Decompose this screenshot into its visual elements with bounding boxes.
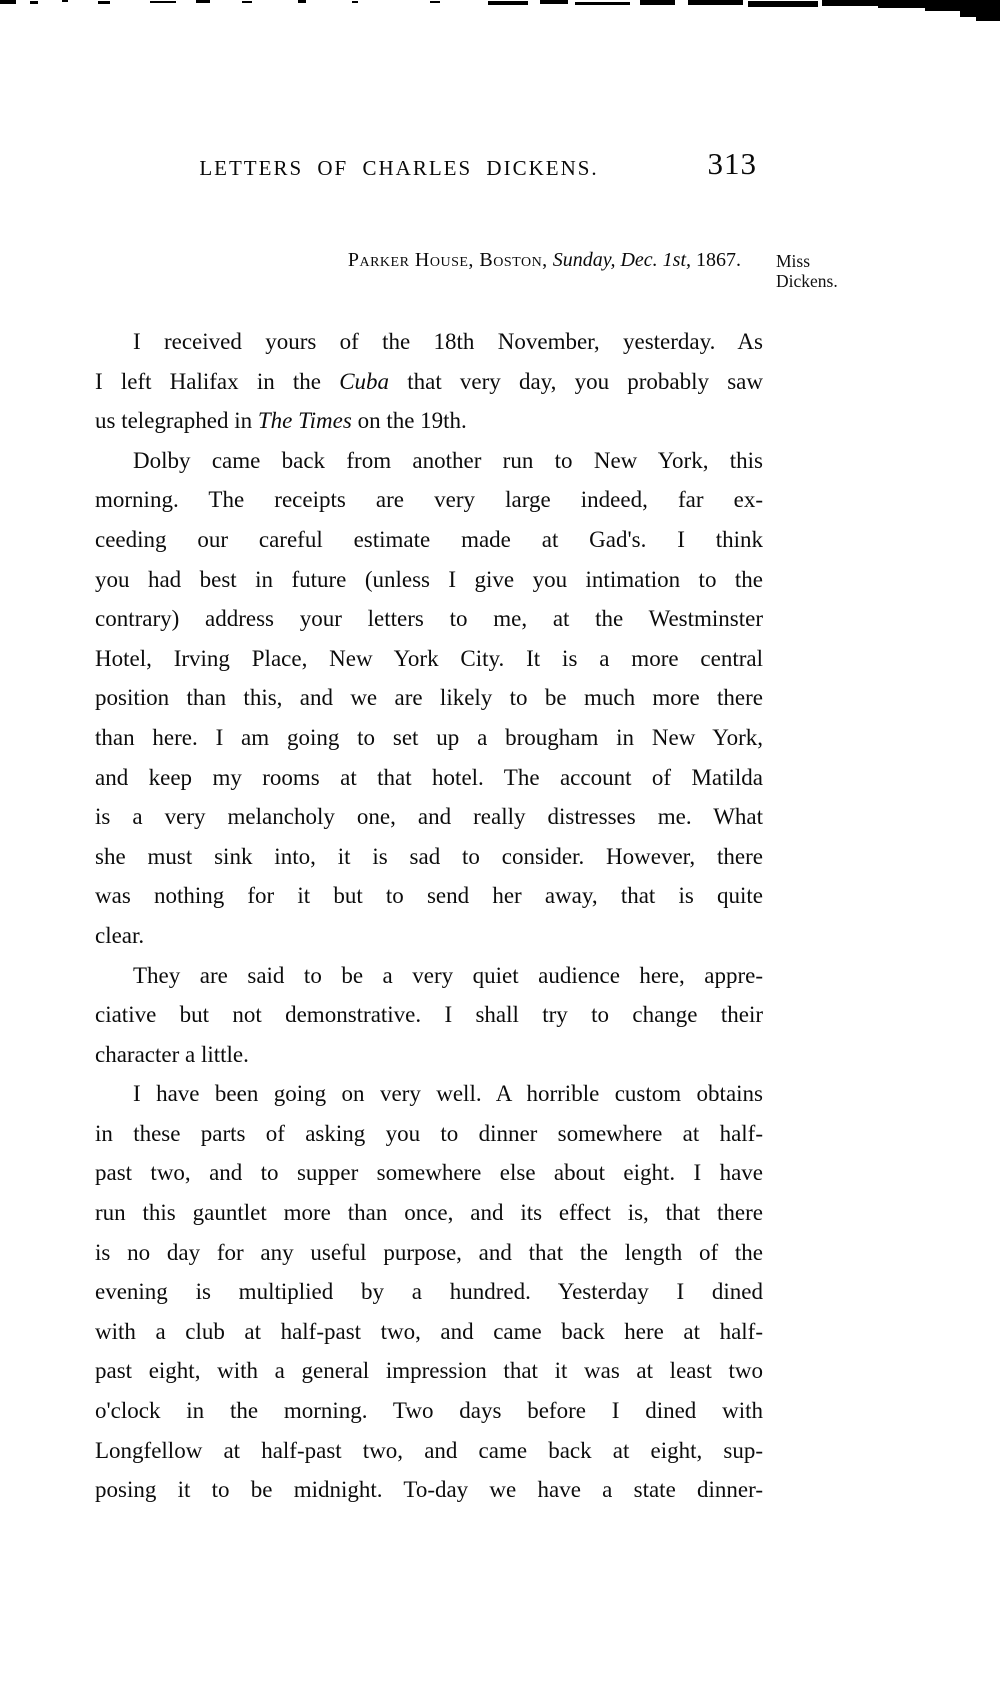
body-text: I have been going on very well. A horrible custom obtains [133, 1081, 763, 1107]
body-text: clear. [95, 922, 145, 948]
margin-note [776, 252, 956, 291]
body-text: morning. The receipts are very large indeed, far ex- [95, 487, 763, 513]
body-line [95, 1391, 763, 1431]
letter-dateline [95, 249, 763, 272]
body-text: evening is multiplied by a hundred. Yesterday I dined [95, 1279, 763, 1305]
body-text: is no day for any useful purpose, and that the length of the [95, 1239, 763, 1265]
body-text: ciative but not demonstrative. I shall try to change their [95, 1002, 763, 1028]
body-line [95, 1193, 763, 1233]
body-text: run this gauntlet more than once, and its effect is, that there [95, 1200, 763, 1226]
running-header [95, 146, 763, 184]
body-line [95, 837, 763, 877]
body-text: is a very melancholy one, and really distresses me. What [95, 804, 763, 830]
body-text: position than this, and we are likely to be much more there [95, 685, 763, 711]
body-line [95, 678, 763, 718]
body-line [95, 1312, 763, 1352]
body-line [95, 441, 763, 481]
body-line [95, 1233, 763, 1273]
body-text: and keep my rooms at that hotel. The account of Matilda [95, 764, 763, 790]
page-number: 313 [707, 146, 757, 181]
body-text: was nothing for it but to send her away, that is quite [95, 883, 763, 909]
body-text: us telegraphed in [95, 408, 258, 434]
body-text: Dolby came back from another run to New York, this [133, 447, 763, 473]
body-text: in these parts of asking you to dinner somewhere at half- [95, 1120, 763, 1146]
body-line [95, 1114, 763, 1154]
body-line [95, 1035, 763, 1075]
body-line [95, 1351, 763, 1391]
body-line [95, 956, 763, 996]
body-text: you had best in future (unless I give you intimation to the [95, 566, 763, 592]
body-text: I left Halifax in the [95, 368, 340, 394]
body-text: posing it to be midnight. To-day we have a state dinner- [95, 1477, 763, 1503]
italic-text: The Times [257, 408, 352, 434]
body-text: character a little. [95, 1041, 249, 1067]
body-text: past two, and to supper somewhere else about eight. I have [95, 1160, 763, 1186]
body-line [95, 718, 763, 758]
body-text: that very day, you probably saw [389, 368, 763, 394]
body-line [95, 1153, 763, 1193]
body-line [95, 639, 763, 679]
body-text: I received yours of the 18th November, yesterday. As [133, 329, 763, 354]
body-line [95, 758, 763, 798]
italic-text: Cuba [339, 368, 390, 394]
body-line [95, 362, 763, 402]
header-title: LETTERS OF CHARLES DICKENS. [199, 156, 599, 180]
body-text: o'clock in the morning. Two days before I dined with [95, 1398, 763, 1424]
dateline-place: Parker House, Boston, [347, 249, 548, 271]
dateline-year: 1867. [696, 249, 741, 271]
body-line [95, 401, 763, 441]
margin-note-line: Miss [776, 251, 811, 271]
body-line [95, 1272, 763, 1312]
body-line [95, 599, 763, 639]
body-text: past eight, with a general impression that it was at least two [95, 1358, 763, 1384]
body-line [95, 560, 763, 600]
body-text: than here. I am going to set up a brougham in New York, [95, 724, 763, 750]
body-line [95, 1470, 763, 1510]
body-line [95, 876, 763, 916]
margin-note-line: Dickens. [776, 270, 838, 291]
body-line [95, 1074, 763, 1114]
body-line [95, 916, 763, 956]
body-text: she must sink into, it is sad to consider. However, there [95, 843, 763, 869]
body-line [95, 995, 763, 1035]
body-text: They are said to be a very quiet audience here, appre- [133, 962, 763, 988]
body-text: contrary) address your letters to me, at the Westminster [95, 606, 763, 632]
letter-body [95, 322, 763, 1510]
body-text: with a club at half-past two, and came back here at half- [95, 1318, 763, 1344]
body-text: ceeding our careful estimate made at Gad's. I think [95, 526, 763, 552]
body-line [95, 797, 763, 837]
dateline-date: Sunday, Dec. 1st, [552, 249, 691, 271]
body-line [95, 520, 763, 560]
body-text: Hotel, Irving Place, New York City. It is a more central [95, 645, 763, 671]
body-line [95, 1431, 763, 1471]
body-text: Longfellow at half-past two, and came back at eight, sup- [95, 1437, 763, 1463]
body-text: on the 19th. [351, 408, 467, 434]
body-line [95, 322, 763, 362]
body-line [95, 480, 763, 520]
